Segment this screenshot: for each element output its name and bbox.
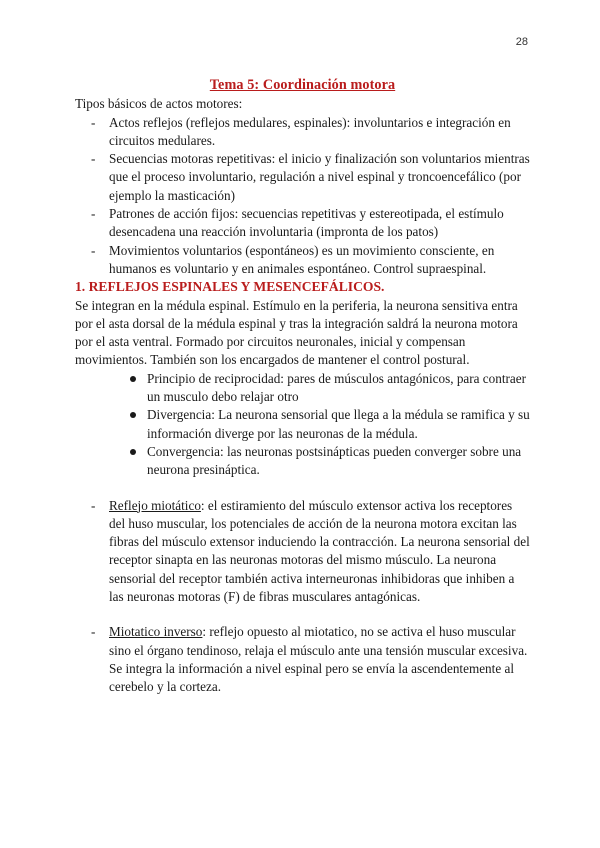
list-item-text: Secuencias motoras repetitivas: el inicio y finalización son voluntarios mientras que el proceso involuntario, regulación a nivel espinal y troncoencefálico (por ejemplo la masticación) <box>109 151 530 203</box>
page-number: 28 <box>515 36 528 48</box>
section-paragraph: Se integran en la médula espinal. Estímulo en la periferia, la neurona sensitiva entra por el asta dorsal de la médula espinal y tras la integración saldrá la neurona motora por el asta ventral. Formado por circuitos neuronales, inicial y compensan movimientos. También son los encargados de mantener el control postural. <box>75 297 518 368</box>
reflexes-list-2 <box>75 623 530 696</box>
list-item-text: Patrones de acción fijos: secuencias repetitivas y estereotipada, el estímulo desencadena una reacción involuntaria (impronta de los patos) <box>109 206 504 240</box>
list-item <box>130 443 530 480</box>
list-item <box>91 242 530 279</box>
document-title: Tema 5: Coordinación motora <box>209 77 396 93</box>
list-item-text: Movimientos voluntarios (espontáneos) es un movimiento consciente, en humanos es voluntario y en animales espontáneo. Control supraespinal. <box>109 242 495 276</box>
dash-icon: - <box>91 206 96 222</box>
list-item <box>91 623 530 696</box>
list-item <box>91 205 530 242</box>
reflexes-list <box>75 497 530 607</box>
bullet-icon <box>130 449 136 455</box>
principles-list <box>75 370 530 480</box>
reflex-term: Reflejo miotático <box>109 497 201 513</box>
list-item-text: Actos reflejos (reflejos medulares, espinales): involuntarios e integración en circuitos medulares. <box>109 114 511 148</box>
list-item <box>91 497 530 607</box>
list-item <box>130 370 530 407</box>
list-item-text: Principio de reciprocidad: pares de músculos antagónicos, para contraer un musculo debo relajar otro <box>147 370 526 405</box>
dash-icon: - <box>91 151 96 167</box>
list-item <box>130 406 530 443</box>
motor-types-list <box>75 114 530 279</box>
dash-icon: - <box>91 242 96 258</box>
dash-icon: - <box>91 114 96 130</box>
spacer <box>75 606 530 623</box>
list-item <box>91 114 530 151</box>
document-body <box>75 76 530 697</box>
reflex-description: : el estiramiento del músculo extensor activa los receptores del huso muscular, los potenciales de acción de la neurona motora excitan las fibras del músculo extensor induciendo la contracción. La neurona sensorial del receptor sinapta en las neuronas motoras del mismo músculo. La neurona sensorial del receptor también activa interneuronas inhibidoras que inhiben a las neuronas motoras (F) de fibras musculares antagónicas. <box>109 497 530 605</box>
list-item-text: Convergencia: las neuronas postsinápticas pueden converger sobre una neurona presináptica. <box>147 443 522 478</box>
reflex-description: : reflejo opuesto al miotatico, no se activa el huso muscular sino el órgano tendinoso, relaja el músculo ante una tensión muscular excesiva. Se integra la información a nivel espinal pero se envía la ascendentemente al cerebelo y la corteza. <box>109 624 528 695</box>
intro-text: Tipos básicos de actos motores: <box>75 96 243 112</box>
list-item-text: Divergencia: La neurona sensorial que llega a la médula se ramifica y su información diverge por las neuronas de la médula. <box>147 407 530 441</box>
section-heading: 1. REFLEJOS ESPINALES Y MESENCEFÁLICOS. <box>75 279 385 295</box>
bullet-icon <box>130 412 136 418</box>
spacer <box>75 480 530 497</box>
bullet-icon <box>130 376 136 382</box>
list-item <box>91 150 530 205</box>
dash-icon: - <box>91 624 96 640</box>
reflex-term: Miotatico inverso <box>109 624 203 640</box>
dash-icon: - <box>91 497 96 513</box>
